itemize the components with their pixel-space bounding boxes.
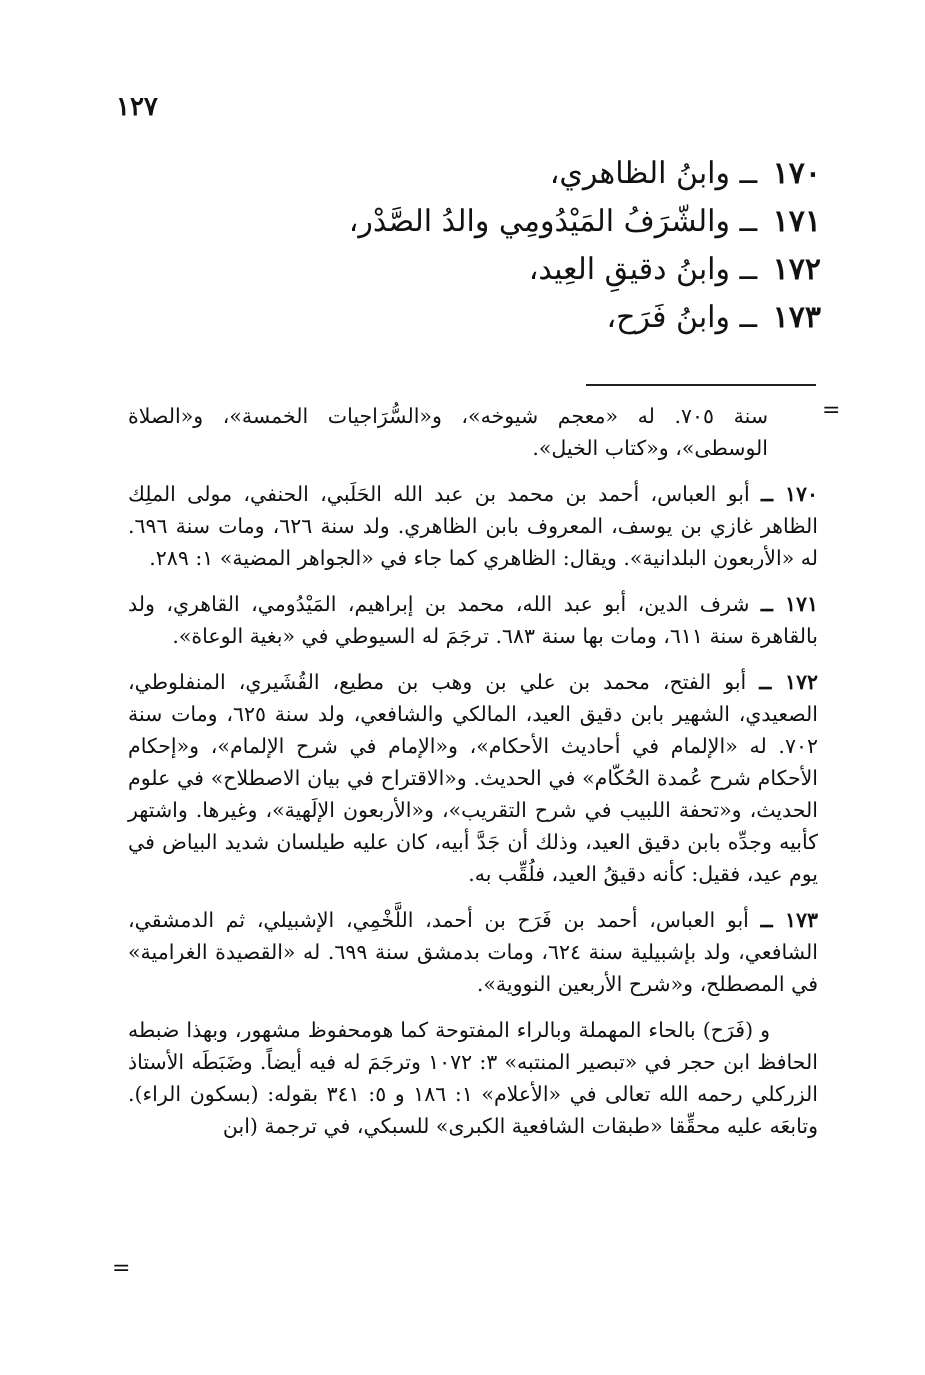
continuation-mark: = [822, 398, 841, 423]
verse-number: ١٧٠ [772, 156, 821, 191]
footnote-entry [128, 478, 818, 574]
footnote-text: أبو الفتح، محمد بن علي بن وهب بن مطيع، القُشَيري، المنفلوطي، الصعيدي، الشهير بابن دقيق العيد، المالكي والشافعي، ولد سنة ٦٢٥، ومات سنة ٧٠٢. له «الإلمام في أحاديث الأحكام»، و«الإمام في شرح الإلمام»، و«إحكام الأحكام شرح عُمدة الحُكّام» في الحديث. و«الاقتراح في بيان الاصطلاح» في علوم الحديث، و«تحفة اللبيب في شرح التقريب»، و«الأربعون الإلَهية»، وغيرها. واشتهر كأبيه وجدِّه بابن دقيق العيد، وذلك أن جَدَّ أبيه، كان عليه طيلسان شديد البياض في يوم عيد، فقيل: كأنه دقيقُ العيد، فلُقِّب به. [128, 670, 818, 886]
footnote-entry [128, 666, 818, 890]
verse-number: ١٧٢ [772, 252, 821, 287]
verse-line [349, 150, 821, 198]
footnote-number: ١٧٠ ــ [760, 482, 818, 506]
verse-text: ــ وابنُ دقيقِ العِيد، [528, 252, 758, 287]
verse-line [349, 294, 821, 342]
footnote-text: أبو العباس، أحمد بن فَرَح بن أحمد، اللَّخْمِي، الإشبيلي، ثم الدمشقي، الشافعي، ولد بإشبيلية سنة ٦٢٤، ومات بدمشق سنة ٦٩٩. له «القصيدة الغرامية» في المصطلح، و«شرح الأربعين النووية». [128, 908, 818, 996]
verse-line [349, 246, 821, 294]
verse-block [349, 150, 821, 342]
footnote-text: شرف الدين، أبو عبد الله، محمد بن إبراهيم، المَيْدُومي، القاهري، ولد بالقاهرة سنة ٦١١، ومات بها سنة ٦٨٣. ترجَمَ له السيوطي في «بغية الوعاة». [128, 592, 818, 648]
verse-number: ١٧١ [772, 204, 821, 239]
continuation-mark-bottom: = [112, 1256, 131, 1281]
footnote-divider [586, 384, 816, 386]
verse-number: ١٧٣ [772, 300, 821, 335]
footnotes [128, 400, 818, 1156]
verse-text: ــ وابنُ فَرَح، [606, 300, 758, 335]
footnote-entry [128, 588, 818, 652]
footnote-entry [128, 904, 818, 1000]
footnote-number: ١٧١ ــ [760, 592, 818, 616]
verse-line [349, 198, 821, 246]
verse-text: ــ والشّرَفُ المَيْدُومِي والدُ الصَّدْر، [348, 204, 758, 239]
footnote-number: ١٧٣ ــ [760, 908, 818, 932]
page-number: ١٢٧ [116, 92, 158, 122]
footnote-remark: و (فَرَح) بالحاء المهملة وبالراء المفتوحة كما هومحفوظ مشهور، وبهذا ضبطه الحافظ ابن حجر في «تبصير المنتبه» ٣: ١٠٧٢ وترجَمَ له فيه أيضاً. وضَبَطَه الأستاذ الزركلي رحمه الله تعالى في «الأعلام» ١: ١٨٦ و ٥: ٣٤١ بقوله: (بسكون الراء). وتابعَه عليه محقِّقا «طبقات الشافعية الكبرى» للسبكي، في ترجمة (ابن [128, 1018, 818, 1138]
footnote-text: أبو العباس، أحمد بن محمد بن عبد الله الحَلَبي، الحنفي، مولى الملِك الظاهر غازي بن يوسف، المعروف بابن الظاهري. ولد سنة ٦٢٦، ومات سنة ٦٩٦. له «الأربعون البلدانية». ويقال: الظاهري كما جاء في «الجواهر المضية» ١: ٢٨٩. [128, 482, 818, 570]
footnote-number: ١٧٢ ــ [759, 670, 818, 694]
verse-text: ــ وابنُ الظاهري، [549, 156, 758, 191]
footnote-carryover: سنة ٧٠٥. له «معجم شيوخه»، و«السُّرَاجيات الخمسة»، و«الصلاة الوسطى»، و«كتاب الخيل». [128, 404, 769, 460]
